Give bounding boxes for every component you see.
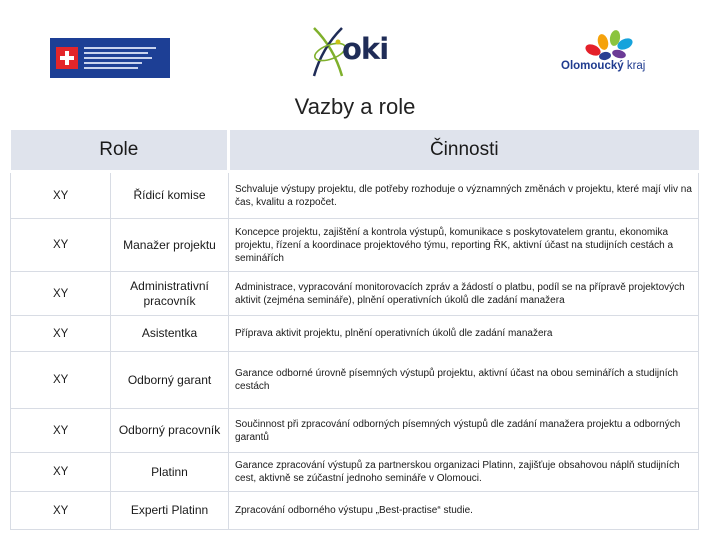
table-row (11, 172, 699, 219)
row-activity: Koncepce projektu, zajištění a kontrola výstupů, komunikace s poskytovatelem grantu, ekonomika projektu, řízení a koordinace projektového týmu, reporting ŘK, aktivní účast na studijních cestách a seminářích (229, 219, 699, 272)
roles-table (10, 130, 699, 530)
row-role: Řídicí komise (111, 172, 229, 219)
row-activity: Součinnost při zpracování odborných písemných výstupů dle zadání manažera projektu a odborných garantů (229, 409, 699, 453)
row-role: Administrativní pracovník (111, 272, 229, 316)
olomoucky-kraj-logo (555, 30, 685, 80)
swiss-logo-text-lines (84, 47, 156, 69)
row-role: Odborný pracovník (111, 409, 229, 453)
row-activity: Schvaluje výstupy projektu, dle potřeby rozhoduje o významných změnách v projektu, které mají vliv na čas, kvalitu a rozpočet. (229, 172, 699, 219)
olomouc-logo-text: Olomoucký kraj (561, 60, 646, 72)
row-id: XY (11, 453, 111, 492)
oki-logo-text: oki (342, 32, 389, 66)
table-row (11, 492, 699, 530)
row-activity: Administrace, vypracování monitorovacích zpráv a žádostí o platbu, podíl se na přípravě projektových aktivit (zejména semináře), plnění operativních úkolů dle zadání manažera (229, 272, 699, 316)
swiss-contribution-logo (50, 38, 170, 78)
row-id: XY (11, 219, 111, 272)
row-id: XY (11, 272, 111, 316)
row-id: XY (11, 409, 111, 453)
olomouc-petals-icon (555, 30, 685, 62)
table-row (11, 352, 699, 409)
row-role: Experti Platinn (111, 492, 229, 530)
row-id: XY (11, 316, 111, 352)
row-id: XY (11, 492, 111, 530)
row-id: XY (11, 352, 111, 409)
table-row (11, 409, 699, 453)
row-activity: Garance zpracování výstupů za partnerskou organizaci Platinn, zajišťuje obsahovou náplň studijních cest, aktivně se zúčastní jednoho semináře v Olomouci. (229, 453, 699, 492)
table-row (11, 453, 699, 492)
row-role: Platinn (111, 453, 229, 492)
row-role: Asistentka (111, 316, 229, 352)
table-header-row (11, 130, 699, 172)
row-id: XY (11, 172, 111, 219)
header-activities: Činnosti (229, 130, 699, 172)
table-row (11, 272, 699, 316)
row-role: Manažer projektu (111, 219, 229, 272)
row-role: Odborný garant (111, 352, 229, 409)
row-activity: Příprava aktivit projektu, plnění operativních úkolů dle zadání manažera (229, 316, 699, 352)
swiss-flag-icon (56, 47, 78, 69)
table-row (11, 316, 699, 352)
table-row (11, 219, 699, 272)
row-activity: Garance odborné úrovně písemných výstupů projektu, aktivní účast na obou seminářích a studijních cestách (229, 352, 699, 409)
page-title: Vazby a role (294, 94, 416, 119)
header-role: Role (11, 130, 229, 172)
oki-logo (308, 22, 394, 80)
row-activity: Zpracování odborného výstupu „Best-practise“ studie. (229, 492, 699, 530)
